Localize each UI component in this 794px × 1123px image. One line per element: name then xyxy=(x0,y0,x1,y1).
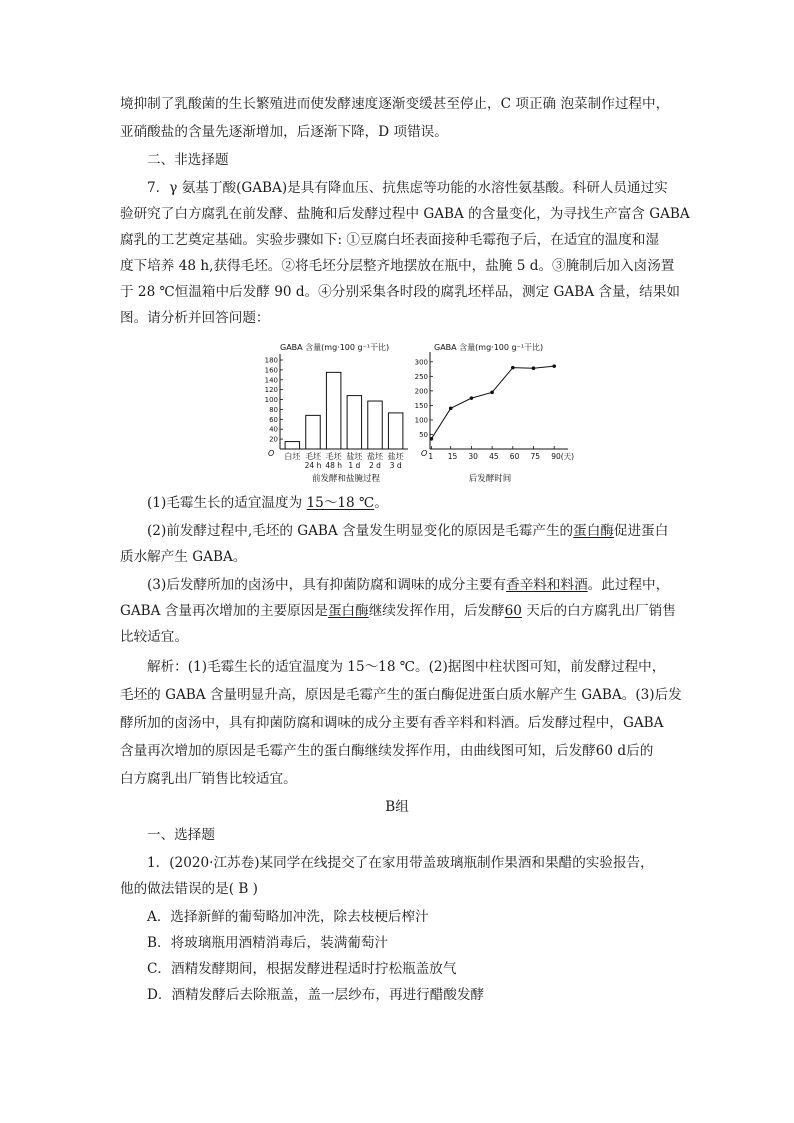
bar-category-sublabel: 24 h xyxy=(304,461,322,470)
bar-y-tick-label: 100 xyxy=(264,396,278,405)
bar xyxy=(326,372,340,449)
answer-1-fill: 15～18 ℃ xyxy=(306,495,375,511)
bar-y-tick-label: 140 xyxy=(264,376,278,385)
line-x-tick-label: 75 xyxy=(530,452,541,461)
group-b-heading: B组 xyxy=(385,799,409,815)
bar xyxy=(388,413,402,449)
analysis-line-2: 毛坯的 GABA 含量明显升高，原因是毛霉产生的蛋白酶促进蛋白质水解产生 GABA。(3)后发 xyxy=(120,687,682,703)
bar-y-tick-label: 20 xyxy=(269,435,278,444)
top-line-2: 亚硝酸盐的含量先逐渐增加，后逐渐下降，D 项错误。 xyxy=(120,124,448,140)
answer-3-fill-1: 香辛料和料酒 xyxy=(506,577,588,593)
line-point xyxy=(490,391,494,395)
line-point xyxy=(532,366,536,370)
bar-y-tick-label: 160 xyxy=(264,366,278,375)
line-point xyxy=(430,437,434,441)
line-chart-xlabel: 后发酵时间 xyxy=(468,474,512,484)
answer-3-line-2: GABA 含量再次增加的主要原因是蛋白酶继续发挥作用，后发酵60 天后的白方腐乳出厂销售 xyxy=(120,603,676,619)
line-y-tick-label: 300 xyxy=(414,358,428,367)
bar-chart-title: GABA 含量(mg·100 g⁻¹干比) xyxy=(280,343,390,352)
bar xyxy=(285,442,299,449)
bar-y-tick-label: 60 xyxy=(269,415,278,424)
line-x-tick-label: 15 xyxy=(447,452,458,461)
line-y-tick-label: 50 xyxy=(419,430,428,439)
q1-option-c: C．酒精发酵期间，根据发酵进程适时拧松瓶盖放气 xyxy=(147,961,457,977)
bar-category-label: 盐坯 xyxy=(367,452,383,461)
analysis-line-4: 含量再次增加的原因是毛霉产生的蛋白酶继续发挥作用，由曲线图可知，后发酵60 d后的 xyxy=(120,743,654,759)
line-point xyxy=(552,364,556,368)
bar-category-label: 盐坯 xyxy=(387,452,404,461)
answer-3-fill-2: 蛋白酶 xyxy=(327,603,369,619)
line-y-tick-label: 150 xyxy=(414,401,428,410)
bar-y-tick-label: 120 xyxy=(264,386,278,395)
line-chart xyxy=(414,338,578,488)
bar-category-label: 毛坯 xyxy=(325,452,342,461)
q7-line-4: 度下培养 48 h,获得毛坯。②将毛坯分层整齐地摆放在瓶中，盐腌 5 d。③腌制后加入卤汤置 xyxy=(120,258,675,274)
bar-category-sublabel: 3 d xyxy=(389,461,402,470)
answer-2-fill: 蛋白酶 xyxy=(573,523,614,539)
bar-chart-origin: O xyxy=(268,449,275,458)
bar-category-label: 毛坯 xyxy=(305,452,321,461)
line-y-tick-label: 250 xyxy=(414,372,428,381)
choice-section-heading: 一、选择题 xyxy=(147,827,215,843)
bar-category-sublabel: 48 h xyxy=(325,461,343,470)
q1-option-d: D．酒精发酵后去除瓶盖，盖一层纱布，再进行醋酸发酵 xyxy=(147,987,485,1003)
bar-category-sublabel: 1 d xyxy=(348,461,361,470)
line-x-tick-label: 60 xyxy=(509,452,520,461)
line-chart-origin: O xyxy=(421,449,428,458)
bar xyxy=(306,415,320,449)
top-line-1: 境抑制了乳酸菌的生长繁殖进而使发酵速度逐渐变缓甚至停止，C 项正确 泡菜制作过程中， xyxy=(120,96,670,112)
analysis-line-1: 解析：(1)毛霉生长的适宜温度为 15～18 ℃。(2)据图中柱状图可知，前发酵过程中， xyxy=(147,659,666,675)
answer-3-line-3: 比较适宜。 xyxy=(120,629,188,645)
bar-category-sublabel: 2 d xyxy=(369,461,381,470)
line-y-tick-label: 200 xyxy=(414,387,428,396)
line-y-tick-label: 100 xyxy=(414,416,428,425)
section-heading: 二、非选择题 xyxy=(147,152,229,168)
answer-3-fill-3: 60 xyxy=(504,603,522,619)
q1-line-2: 他的做法错误的是( B ) xyxy=(120,881,258,897)
bar-category-label: 白坯 xyxy=(284,452,301,461)
answer-1: (1)毛霉生长的适宜温度为 15～18 ℃。 xyxy=(147,495,388,511)
bar-y-tick-label: 40 xyxy=(269,425,278,434)
line-x-tick-label: 30 xyxy=(468,452,478,461)
line-point xyxy=(511,366,515,370)
line-series xyxy=(431,366,554,439)
line-x-tick-label: 45 xyxy=(489,452,499,461)
bar-y-tick-label: 80 xyxy=(269,405,278,414)
q7-line-6: 图。请分析并回答问题： xyxy=(120,310,270,326)
q7-line-2: 验研究了白方腐乳在前发酵、盐腌和后发酵过程中 GABA 的含量变化，为寻找生产富含 GABA xyxy=(120,206,690,222)
line-chart-title: GABA 含量(mg·100 g⁻¹干比) xyxy=(434,343,544,352)
line-point xyxy=(449,407,453,411)
answer-2-line-2: 质水解产生 GABA。 xyxy=(120,549,247,565)
bar-chart xyxy=(258,338,418,488)
line-x-tick-label: 90(天) xyxy=(551,452,575,461)
line-x-tick-label: 1 xyxy=(428,452,434,461)
bar-y-tick-label: 180 xyxy=(264,356,278,365)
q1-line-1: 1．(2020·江苏卷)某同学在线提交了在家用带盖玻璃瓶制作果酒和果醋的实验报告， xyxy=(147,855,654,871)
q7-line-3: 腐乳的工艺奠定基础。实验步骤如下: ①豆腐白坯表面接种毛霉孢子后，在适宜的温度和湿 xyxy=(120,232,660,248)
q7-line-5: 于 28 ℃恒温箱中后发酵 90 d。④分别采集各时段的腐乳坯样品，测定 GABA 含量，结果如 xyxy=(120,284,680,300)
bar xyxy=(368,401,382,449)
analysis-line-5: 白方腐乳出厂销售比较适宜。 xyxy=(120,771,297,787)
line-point xyxy=(470,396,474,400)
bar-category-label: 盐坯 xyxy=(346,452,363,461)
analysis-line-3: 酵所加的卤汤中，具有抑菌防腐和调味的成分主要有香辛料和料酒。后发酵过程中，GABA xyxy=(120,715,664,731)
q1-option-a: A．选择新鲜的葡萄略加冲洗，除去枝梗后榨汁 xyxy=(147,909,429,925)
q1-option-b: B．将玻璃瓶用酒精消毒后，装满葡萄汁 xyxy=(147,935,389,951)
answer-2-line-1: (2)前发酵过程中,毛坯的 GABA 含量发生明显变化的原因是毛霉产生的蛋白酶促进蛋白 xyxy=(147,523,669,539)
bar xyxy=(347,396,361,449)
q7-line-1: 7．γ 氨基丁酸(GABA)是具有降血压、抗焦虑等功能的水溶性氨基酸。科研人员通过实 xyxy=(147,180,668,196)
bar-chart-xlabel: 前发酵和盐腌过程 xyxy=(311,474,381,484)
answer-3-line-1: (3)后发酵所加的卤汤中，具有抑菌防腐和调味的成分主要有香辛料和料酒。此过程中， xyxy=(147,577,670,593)
